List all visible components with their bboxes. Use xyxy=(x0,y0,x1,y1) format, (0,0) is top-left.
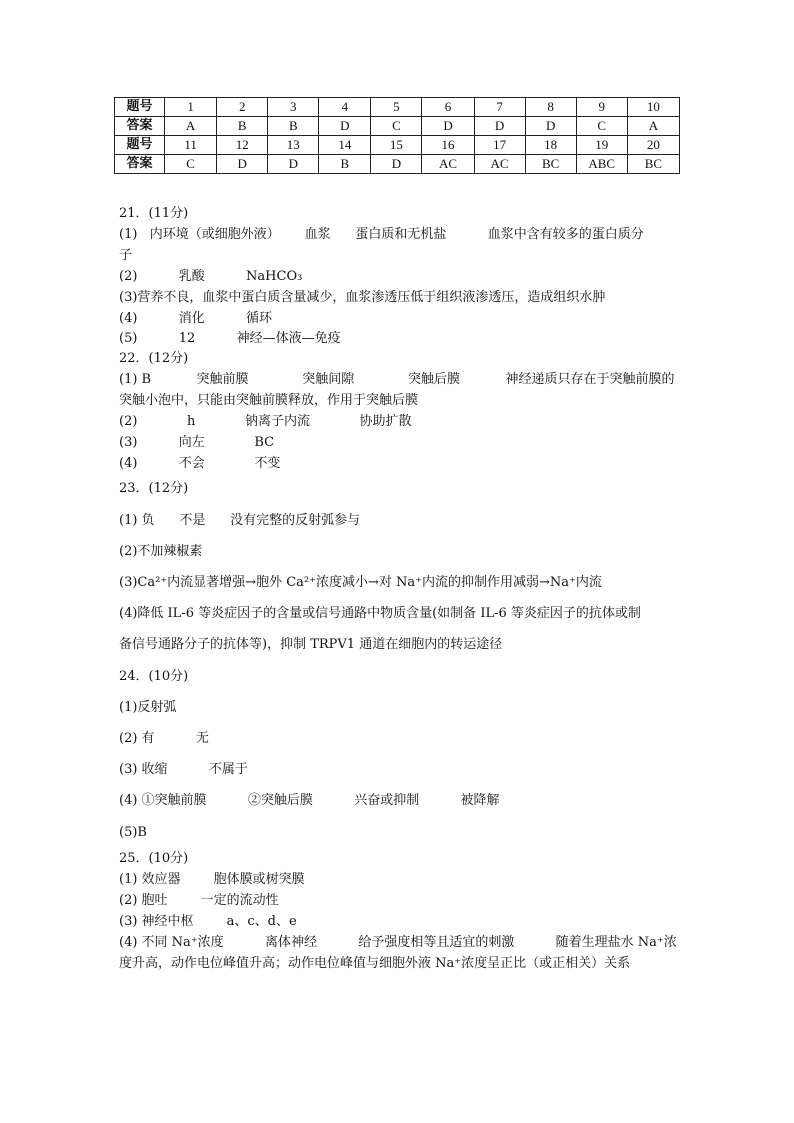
q21-line: 子 xyxy=(119,248,133,263)
q21-heading: 21．(11分) xyxy=(119,206,189,221)
table-cell: 11 xyxy=(165,136,217,155)
table-cell: D xyxy=(268,155,319,174)
q23-heading: 23．(12分) xyxy=(119,481,189,496)
table-cell: D xyxy=(371,155,422,174)
row-header: 题号 xyxy=(115,136,165,155)
table-row xyxy=(115,117,680,136)
table-cell: B xyxy=(319,155,371,174)
table-cell: BC xyxy=(525,155,576,174)
q24-line: (4) ①突触前膜 ②突触后膜 兴奋或抑制 被降解 xyxy=(119,793,500,808)
q25-heading: 25．(10分) xyxy=(119,851,189,866)
table-cell: ABC xyxy=(576,155,627,174)
q21-line: (1) 内环境（或细胞外液） 血浆 蛋白质和无机盐 血浆中含有较多的蛋白质分 xyxy=(119,227,644,242)
q21-line: (3)营养不良，血浆中蛋白质含量减少，血浆渗透压低于组织液渗透压，造成组织水肿 xyxy=(119,290,606,305)
table-cell: 19 xyxy=(576,136,627,155)
table-row xyxy=(115,98,680,117)
q22-line: (2) h 钠离子内流 协助扩散 xyxy=(119,414,412,429)
q24-line: (3) 收缩 不属于 xyxy=(119,762,248,777)
table-cell: 17 xyxy=(474,136,525,155)
table-cell: 8 xyxy=(525,98,576,117)
table-cell: C xyxy=(371,117,422,136)
table-row xyxy=(115,136,680,155)
q23-line: (4)降低 IL-6 等炎症因子的含量或信号通路中物质含量(如制备 IL-6 等炎症因子的抗体或制 xyxy=(119,606,641,621)
table-cell: B xyxy=(217,117,268,136)
table-cell: 7 xyxy=(474,98,525,117)
q24-heading: 24．(10分) xyxy=(119,669,189,684)
table-cell: 18 xyxy=(525,136,576,155)
table-cell: 15 xyxy=(371,136,422,155)
table-cell: B xyxy=(268,117,319,136)
table-cell: A xyxy=(627,117,679,136)
q21-line: (2) 乳酸 NaHCO₃ xyxy=(119,269,303,284)
q25-line: 度升高，动作电位峰值升高；动作电位峰值与细胞外液 Na⁺浓度呈正比（或正相关）关系 xyxy=(119,956,631,971)
row-header: 答案 xyxy=(115,117,165,136)
table-cell: 1 xyxy=(165,98,217,117)
q25-line: (4) 不同 Na⁺浓度 离体神经 给予强度相等且适宜的刺激 随着生理盐水 Na⁺浓 xyxy=(119,935,677,950)
q23-line: (2)不加辣椒素 xyxy=(119,544,203,559)
table-cell: 6 xyxy=(422,98,474,117)
table-cell: D xyxy=(217,155,268,174)
q21-line: (5) 12 神经—体液—免疫 xyxy=(119,331,341,346)
q25-line: (2) 胞吐 一定的流动性 xyxy=(119,893,279,908)
q25-line: (3) 神经中枢 a、c、d、e xyxy=(119,914,297,929)
table-cell: 20 xyxy=(627,136,679,155)
table-cell: 3 xyxy=(268,98,319,117)
q21-line: (4) 消化 循环 xyxy=(119,311,273,326)
q25-line: (1) 效应器 胞体膜或树突膜 xyxy=(119,872,305,887)
table-cell: D xyxy=(474,117,525,136)
table-cell: 16 xyxy=(422,136,474,155)
q22-line: (3) 向左 BC xyxy=(119,435,275,450)
table-cell: 12 xyxy=(217,136,268,155)
table-cell: 14 xyxy=(319,136,371,155)
q23-line: (1) 负 不是 没有完整的反射弧参与 xyxy=(119,513,361,528)
table-cell: 5 xyxy=(371,98,422,117)
q22-line: 突触小泡中，只能由突触前膜释放，作用于突触后膜 xyxy=(119,393,419,408)
table-cell: A xyxy=(165,117,217,136)
table-cell: D xyxy=(319,117,371,136)
q24-line: (1)反射弧 xyxy=(119,700,177,715)
table-cell: D xyxy=(525,117,576,136)
row-header: 题号 xyxy=(115,98,165,117)
q24-line: (5)B xyxy=(119,825,147,840)
table-cell: 13 xyxy=(268,136,319,155)
q22-line: (4) 不会 不变 xyxy=(119,456,281,471)
table-cell: 9 xyxy=(576,98,627,117)
row-header: 答案 xyxy=(115,155,165,174)
q24-line: (2) 有 无 xyxy=(119,731,209,746)
table-cell: AC xyxy=(474,155,525,174)
table-cell: 10 xyxy=(627,98,679,117)
q23-line: 备信号通路分子的抗体等)，抑制 TRPV1 通道在细胞内的转运途径 xyxy=(119,637,503,652)
answer-table xyxy=(114,97,680,174)
table-cell: AC xyxy=(422,155,474,174)
q22-heading: 22．(12分) xyxy=(119,351,189,366)
table-cell: D xyxy=(422,117,474,136)
table-cell: 4 xyxy=(319,98,371,117)
table-cell: C xyxy=(165,155,217,174)
table-cell: BC xyxy=(627,155,679,174)
q23-line: (3)Ca²⁺内流显著增强→胞外 Ca²⁺浓度减小→对 Na⁺内流的抑制作用减弱→Na⁺内流 xyxy=(119,575,602,590)
table-row xyxy=(115,155,680,174)
q22-line: (1) B 突触前膜 突触间隙 突触后膜 神经递质只存在于突触前膜的 xyxy=(119,372,675,387)
table-cell: C xyxy=(576,117,627,136)
table-cell: 2 xyxy=(217,98,268,117)
